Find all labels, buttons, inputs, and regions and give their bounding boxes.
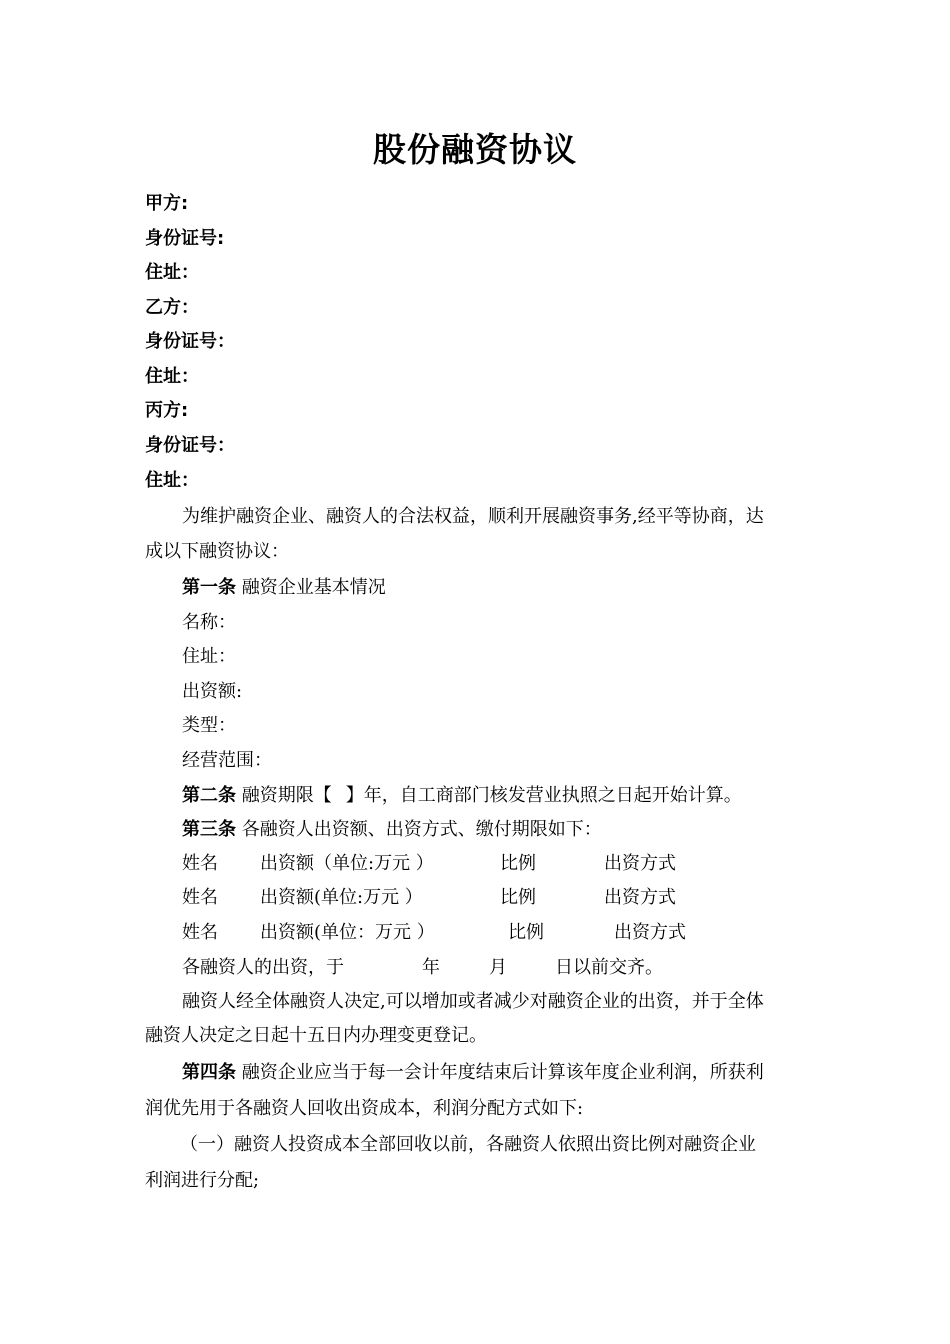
article1-heading: 第一条: [182, 577, 236, 598]
company-name-field: 名称：: [182, 612, 236, 633]
article3-line: [182, 817, 602, 843]
investor-amount-label: 出资额(单位：万元 ）: [260, 922, 435, 943]
investor-name-label: 姓名: [182, 853, 218, 874]
investor-amount-label: 出资额（单位:万元 ）: [260, 853, 434, 874]
profit-item1-line2: 利润进行分配;: [145, 1170, 260, 1191]
party-b-address-label: 住址：: [145, 366, 199, 387]
investor-method-label: 出资方式: [604, 887, 676, 908]
investor-row: [182, 885, 676, 911]
party-a-label: 甲方:: [145, 193, 189, 214]
investor-name-label: 姓名: [182, 887, 218, 908]
party-a-id-label: 身份证号:: [145, 228, 225, 249]
investor-ratio-label: 比例: [500, 887, 536, 908]
deadline-suffix: 日以前交齐。: [555, 957, 663, 978]
document-title: 股份融资协议: [373, 130, 577, 169]
investor-ratio-label: 比例: [500, 853, 536, 874]
investor-method-label: 出资方式: [614, 922, 686, 943]
article3-heading: 第三条: [182, 819, 236, 840]
profit-item1-line1: （一）融资人投资成本全部回收以前，各融资人依照出资比例对融资企业: [180, 1134, 756, 1155]
article4-heading: 第四条: [182, 1062, 236, 1083]
contribution-deadline-line: [182, 955, 663, 981]
investor-row: [182, 920, 686, 946]
capital-change-line1: 融资人经全体融资人决定,可以增加或者减少对融资企业的出资，并于全体: [182, 991, 764, 1012]
investor-amount-label: 出资额(单位:万元 ）: [260, 887, 423, 908]
article4-text: 融资企业应当于每一会计年度结束后计算该年度企业利润，所获利: [241, 1062, 764, 1083]
party-c-id-label: 身份证号：: [145, 435, 235, 456]
investor-method-label: 出资方式: [604, 853, 676, 874]
party-a-address-label: 住址：: [145, 262, 199, 283]
capital-change-line2: 融资人决定之日起十五日内办理变更登记。: [145, 1025, 487, 1046]
deadline-prefix: 各融资人的出资，于: [182, 957, 344, 978]
party-c-label: 丙方:: [145, 400, 189, 421]
investor-row: [182, 851, 676, 877]
intro-paragraph-line1: 为维护融资企业、融资人的合法权益，顺利开展融资事务,经平等协商，达: [182, 506, 764, 527]
investor-ratio-label: 比例: [508, 922, 544, 943]
article3-text: 各融资人出资额、出资方式、缴付期限如下：: [241, 819, 602, 840]
capital-field: 出资额:: [182, 681, 243, 702]
investor-name-label: 姓名: [182, 922, 218, 943]
intro-paragraph-line2: 成以下融资协议：: [145, 541, 289, 562]
company-address-field: 住址：: [182, 646, 236, 667]
article2-line: [182, 783, 742, 809]
article4-line2: 润优先用于各融资人回收出资成本，利润分配方式如下:: [145, 1098, 584, 1119]
article1-line: [182, 575, 386, 601]
party-c-address-label: 住址：: [145, 470, 199, 491]
article2-heading: 第二条: [182, 785, 236, 806]
deadline-year: 年: [422, 957, 440, 978]
party-b-id-label: 身份证号：: [145, 331, 235, 352]
business-scope-field: 经营范围：: [182, 750, 272, 771]
article2-text-before: 融资期限【: [241, 785, 332, 806]
party-b-label: 乙方：: [145, 297, 199, 318]
company-type-field: 类型：: [182, 715, 236, 736]
article2-text-after: 】年，自工商部门核发营业执照之日起开始计算。: [345, 785, 742, 806]
deadline-month: 月: [489, 957, 507, 978]
article1-text: 融资企业基本情况: [241, 577, 386, 598]
article4-line: [182, 1060, 764, 1086]
